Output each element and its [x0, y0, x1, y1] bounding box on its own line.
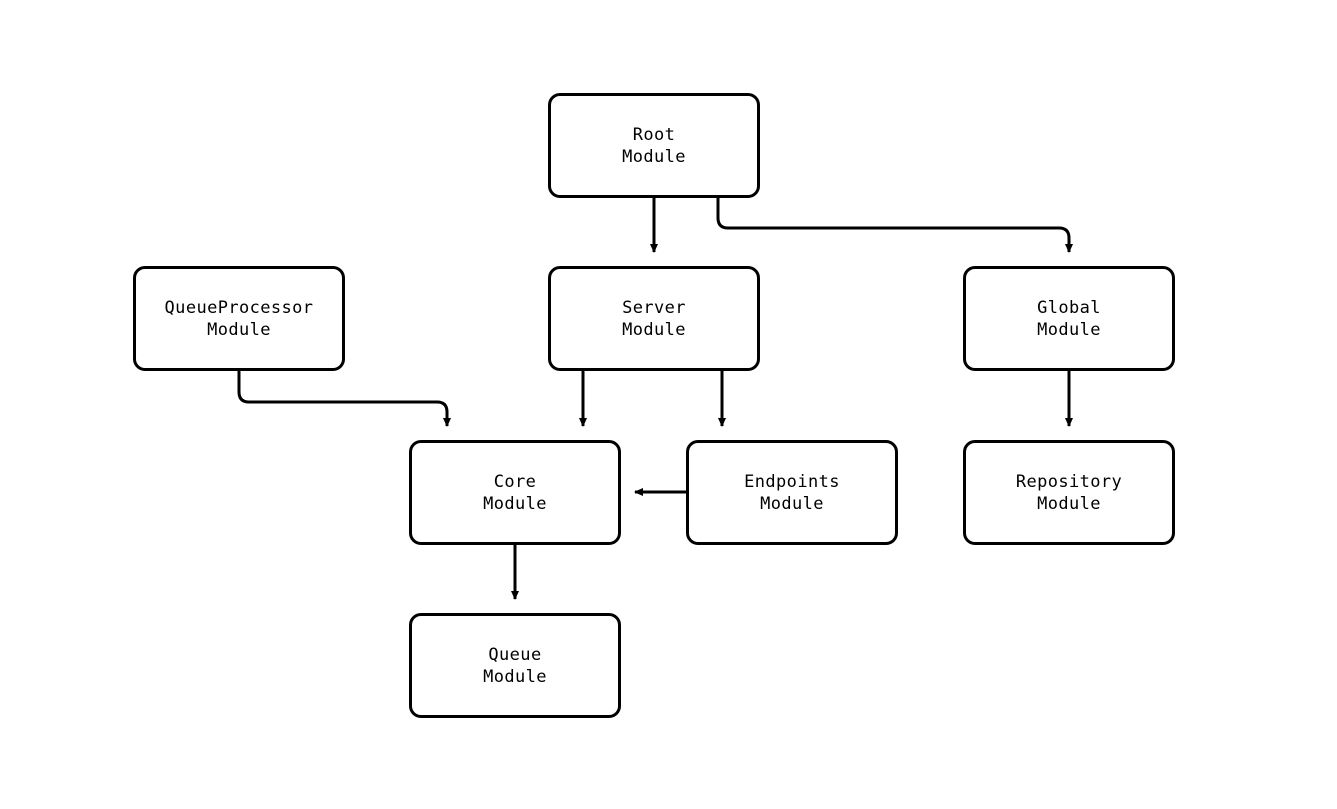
node-label-line2: Module — [1037, 493, 1101, 514]
node-queueprocessor-module[interactable] — [133, 266, 345, 371]
node-label-line1: Root — [632, 124, 676, 145]
node-server-module[interactable] — [548, 266, 760, 371]
node-global-module[interactable] — [963, 266, 1175, 371]
node-label-line1: Endpoints — [744, 471, 840, 492]
node-endpoints-module[interactable] — [686, 440, 898, 545]
node-label-line1: Global — [1037, 297, 1101, 318]
node-label-line2: Module — [622, 146, 686, 167]
node-label-line2: Module — [622, 319, 686, 340]
node-label-line2: Module — [483, 493, 547, 514]
node-label-line1: Queue — [488, 644, 542, 665]
node-repository-module[interactable] — [963, 440, 1175, 545]
node-label-line1: Core — [493, 471, 537, 492]
node-label-line2: Module — [207, 319, 271, 340]
node-core-module[interactable] — [409, 440, 621, 545]
node-root-module[interactable] — [548, 93, 760, 198]
edge-queueprocessor-to-core — [239, 371, 447, 426]
node-label-line2: Module — [483, 666, 547, 687]
node-label-line2: Module — [1037, 319, 1101, 340]
node-queue-module[interactable] — [409, 613, 621, 718]
node-label-line1: Repository — [1015, 471, 1123, 492]
edge-root-to-global — [718, 198, 1069, 252]
node-label-line2: Module — [760, 493, 824, 514]
node-label-line1: QueueProcessor — [164, 297, 314, 318]
node-label-line1: Server — [622, 297, 686, 318]
